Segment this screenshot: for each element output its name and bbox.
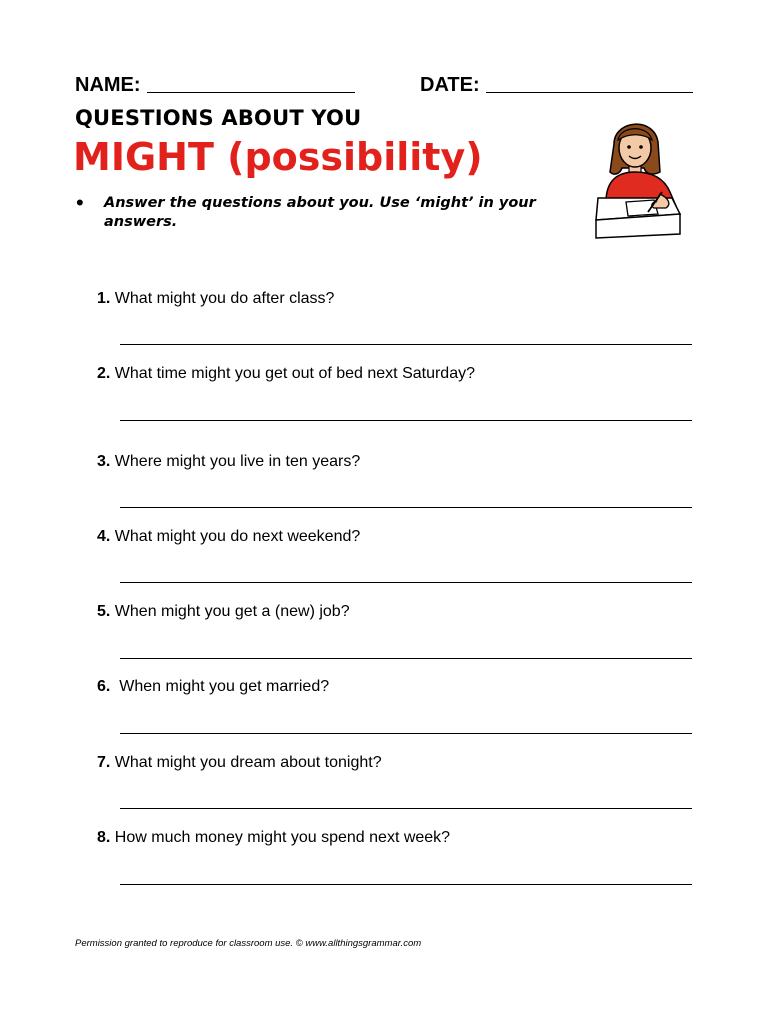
question-8 xyxy=(97,828,450,848)
question-6 xyxy=(97,677,329,697)
question-number: 4. xyxy=(97,528,111,545)
question-5 xyxy=(97,602,350,622)
question-2 xyxy=(97,364,475,384)
question-4 xyxy=(97,527,360,547)
question-text: Where might you live in ten years? xyxy=(114,453,361,470)
answer-line-5[interactable] xyxy=(120,658,692,659)
question-text: When might you get married? xyxy=(114,678,330,695)
worksheet-subtitle: QUESTIONS ABOUT YOU xyxy=(75,106,362,130)
name-label: NAME: xyxy=(75,74,141,96)
answer-line-4[interactable] xyxy=(120,582,692,583)
footer-credit: Permission granted to reproduce for classroom use. © www.allthingsgrammar.com xyxy=(75,938,422,949)
question-3 xyxy=(97,452,360,472)
answer-line-3[interactable] xyxy=(120,507,692,508)
question-text: What time might you get out of bed next Saturday? xyxy=(114,365,475,382)
question-number: 1. xyxy=(97,290,111,307)
question-number: 7. xyxy=(97,754,111,771)
answer-line-8[interactable] xyxy=(120,884,692,885)
question-text: How much money might you spend next week? xyxy=(114,829,451,846)
answer-line-7[interactable] xyxy=(120,808,692,809)
answer-line-1[interactable] xyxy=(120,344,692,345)
girl-writing-at-desk-icon xyxy=(588,110,684,242)
question-text: What might you do next weekend? xyxy=(114,528,361,545)
name-field[interactable] xyxy=(147,74,355,93)
question-text: What might you do after class? xyxy=(114,290,335,307)
question-number: 6. xyxy=(97,678,111,695)
question-number: 2. xyxy=(97,365,111,382)
question-1 xyxy=(97,289,334,309)
answer-line-6[interactable] xyxy=(120,733,692,734)
question-number: 5. xyxy=(97,603,111,620)
answer-line-2[interactable] xyxy=(120,420,692,421)
date-label: DATE: xyxy=(420,74,480,96)
bullet-icon: • xyxy=(76,190,84,215)
question-text: When might you get a (new) job? xyxy=(114,603,350,620)
question-number: 3. xyxy=(97,453,111,470)
date-field[interactable] xyxy=(486,74,693,93)
instruction-text: Answer the questions about you. Use ‘might’ in your answers. xyxy=(104,195,536,230)
question-7 xyxy=(97,753,382,773)
question-number: 8. xyxy=(97,829,111,846)
question-text: What might you dream about tonight? xyxy=(114,754,382,771)
worksheet-title: MIGHT (possibility) xyxy=(73,135,483,179)
